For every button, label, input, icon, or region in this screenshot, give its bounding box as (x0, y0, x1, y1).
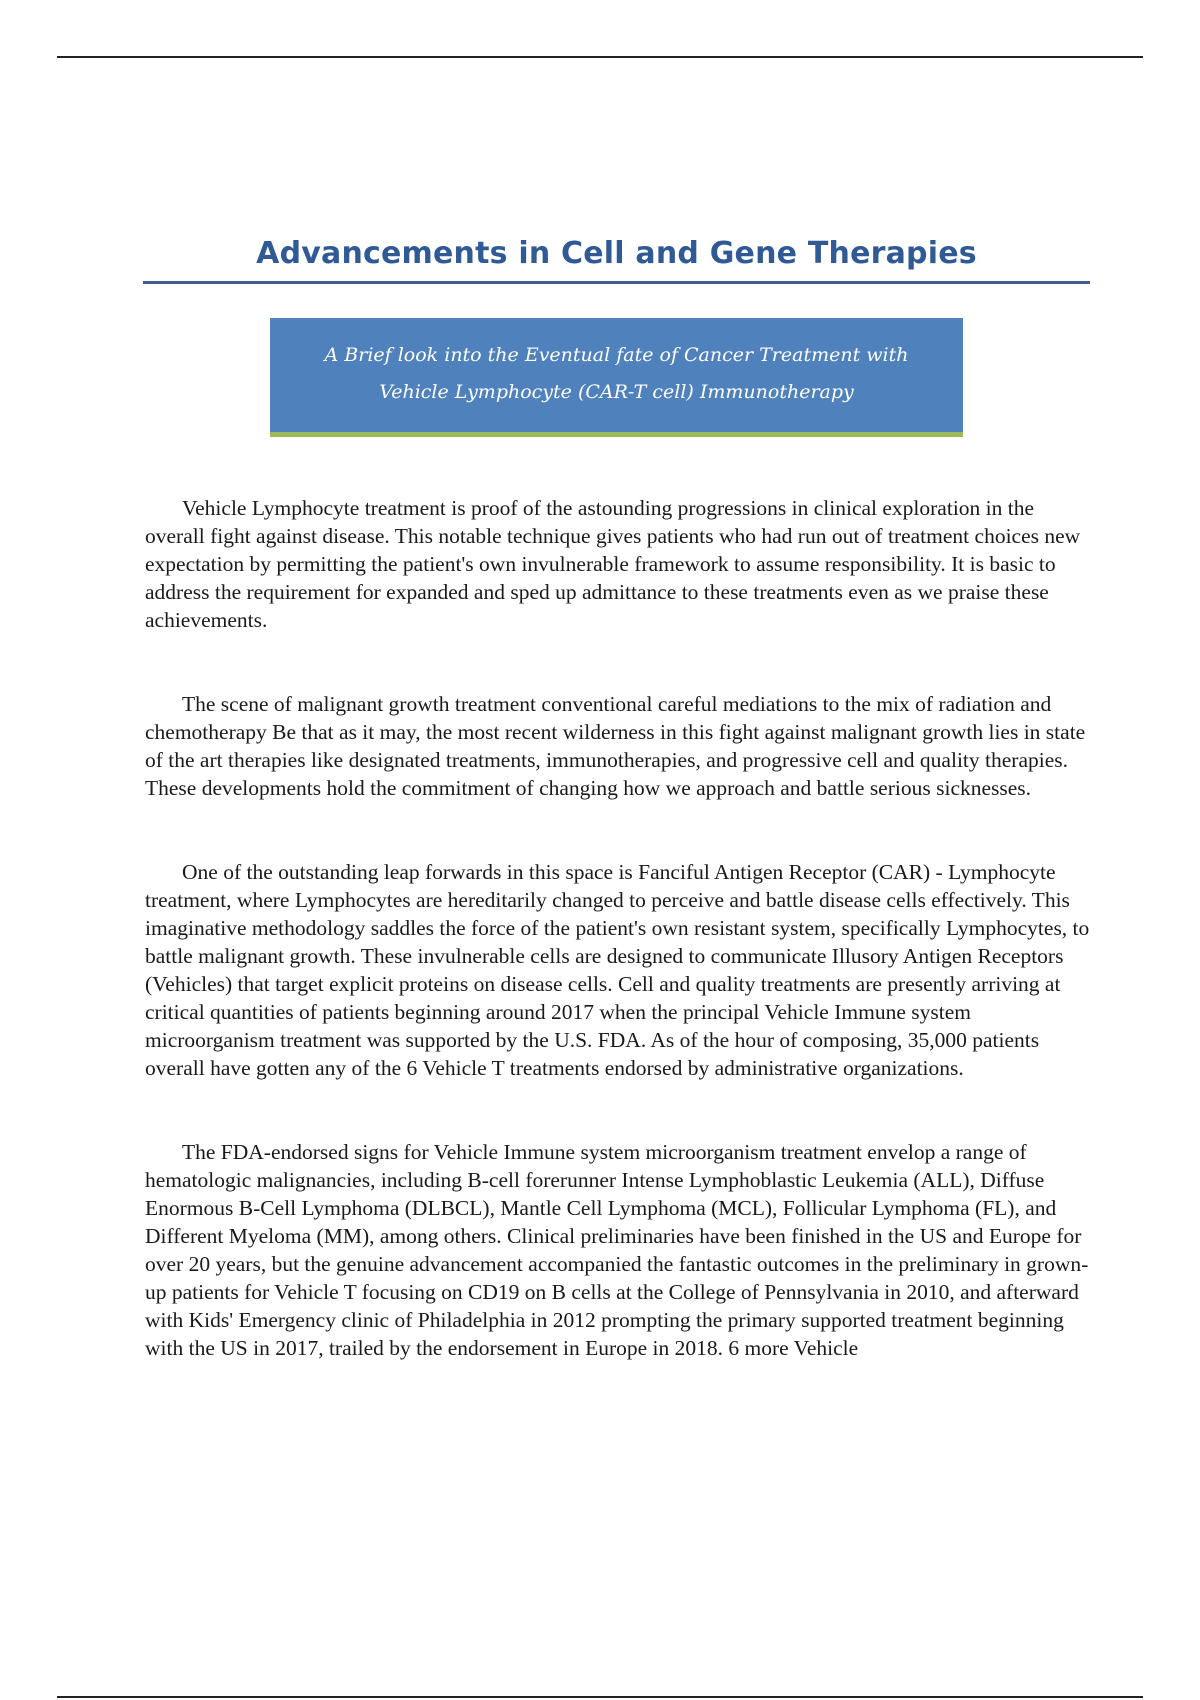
document-body (145, 494, 1090, 1418)
subtitle-line-2: Vehicle Lymphocyte (CAR-T cell) Immunotherapy (379, 381, 854, 403)
title-underline (143, 281, 1090, 284)
paragraph-1: Vehicle Lymphocyte treatment is proof of the astounding progressions in clinical exploration in the overall fight against disease. This notable technique gives patients who had run out of treatment choices new expectation by permitting the patient's own invulnerable framework to assume responsibility. It is basic to address the requirement for expanded and sped up admittance to these treatments even as we praise these achievements. (145, 496, 1081, 632)
page-bottom-rule (57, 1696, 1143, 1698)
subtitle-line-1: A Brief look into the Eventual fate of Cancer Treatment with (324, 344, 909, 366)
subtitle-banner (270, 318, 963, 432)
paragraph-4: The FDA-endorsed signs for Vehicle Immune system microorganism treatment envelop a range of hematologic malignancies, including B-cell forerunner Intense Lymphoblastic Leukemia (ALL), Diffuse Enormous B-Cell Lymphoma (DLBCL), Mantle Cell Lymphoma (MCL), Follicular Lymphoma (FL), and Different Myeloma (MM), among others. Clinical preliminaries have been finished in the US and Europe for over 20 years, but the genuine advancement accompanied the fantastic outcomes in the preliminary in grown-up patients for Vehicle T focusing on CD19 on B cells at the College of Pennsylvania in 2010, and afterward with Kids' Emergency clinic of Philadelphia in 2012 prompting the primary supported treatment beginning with the US in 2017, trailed by the endorsement in Europe in 2018. 6 more Vehicle (145, 1140, 1089, 1360)
page-top-rule (57, 56, 1143, 58)
subtitle-accent-stripe (270, 432, 963, 437)
document-title: Advancements in Cell and Gene Therapies (256, 236, 977, 271)
paragraph-3: One of the outstanding leap forwards in this space is Fanciful Antigen Receptor (CAR) - Lymphocyte treatment, where Lymphocytes are hereditarily changed to perceive and battle disease cells effectively. This imaginative methodology saddles the force of the patient's own resistant system, specifically Lymphocytes, to battle malignant growth. These invulnerable cells are designed to communicate Illusory Antigen Receptors (Vehicles) that target explicit proteins on disease cells. Cell and quality treatments are presently arriving at critical quantities of patients beginning around 2017 when the principal Vehicle Immune system microorganism treatment was supported by the U.S. FDA. As of the hour of composing, 35,000 patients overall have gotten any of the 6 Vehicle T treatments endorsed by administrative organizations. (145, 860, 1090, 1080)
paragraph-2: The scene of malignant growth treatment conventional careful mediations to the mix of radiation and chemotherapy Be that as it may, the most recent wilderness in this fight against malignant growth lies in state of the art therapies like designated treatments, immunotherapies, and progressive cell and quality therapies. These developments hold the commitment of changing how we approach and battle serious sicknesses. (145, 692, 1086, 800)
